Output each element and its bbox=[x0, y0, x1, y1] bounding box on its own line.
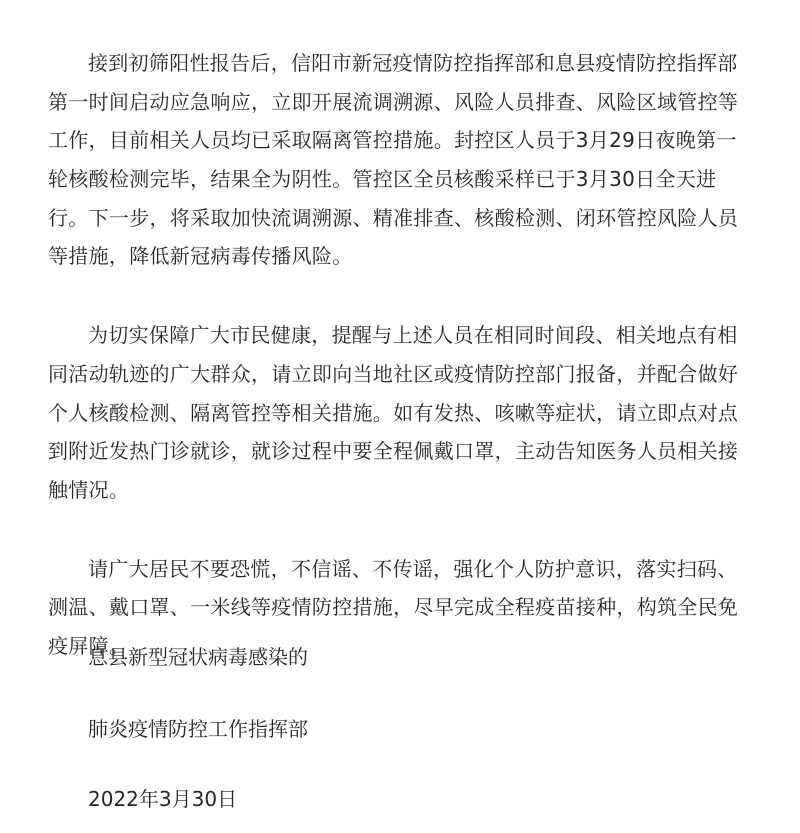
paragraph-response bbox=[48, 44, 768, 276]
text-line: 等措施，降低新冠病毒传播风险。 bbox=[48, 244, 353, 269]
text-line: 请广大居民不要恐慌，不信谣、不传谣，强化个人防护意识，落实扫码、 bbox=[88, 556, 738, 581]
text-line: 到附近发热门诊就诊，就诊过程中要全程佩戴口罩，主动告知医务人员相关接 bbox=[48, 439, 739, 464]
text-line: 轮核酸检测完毕，结果全为阴性。管控区全员核酸采样已于3月30日全天进 bbox=[48, 167, 717, 192]
signature-date: 2022年3月30日 bbox=[88, 787, 238, 811]
document-body bbox=[48, 44, 768, 706]
text-line: 个人核酸检测、隔离管控等相关措施。如有发热、咳嗽等症状，请立即点对点 bbox=[48, 400, 739, 425]
text-line: 工作，目前相关人员均已采取隔离管控措施。封控区人员于3月29日夜晚第一 bbox=[48, 128, 737, 153]
text-line: 触情况。 bbox=[48, 477, 130, 502]
signature-line-1: 息县新型冠状病毒感染的 bbox=[88, 645, 308, 669]
text-line: 行。下一步，将采取加快流调溯源、精准排查、核酸检测、闭环管控风险人员 bbox=[48, 205, 739, 230]
paragraph-reminder bbox=[48, 316, 768, 509]
text-line: 为切实保障广大市民健康，提醒与上述人员在相同时间段、相关地点有相 bbox=[88, 323, 738, 348]
text-line: 第一时间启动应急响应，立即开展流调溯源、风险人员排查、风险区域管控等 bbox=[48, 89, 739, 114]
text-line: 同活动轨迹的广大群众，请立即向当地社区或疫情防控部门报备，并配合做好 bbox=[48, 361, 739, 386]
text-line: 疫屏障。 bbox=[48, 633, 130, 658]
text-line: 接到初筛阳性报告后，信阳市新冠疫情防控指挥部和息县疫情防控指挥部 bbox=[88, 51, 738, 75]
signature-line-2: 肺炎疫情防控工作指挥部 bbox=[88, 717, 308, 741]
text-line: 测温、戴口罩、一米线等疫情防控措施，尽早完成全程疫苗接种，构筑全民免 bbox=[48, 595, 739, 620]
